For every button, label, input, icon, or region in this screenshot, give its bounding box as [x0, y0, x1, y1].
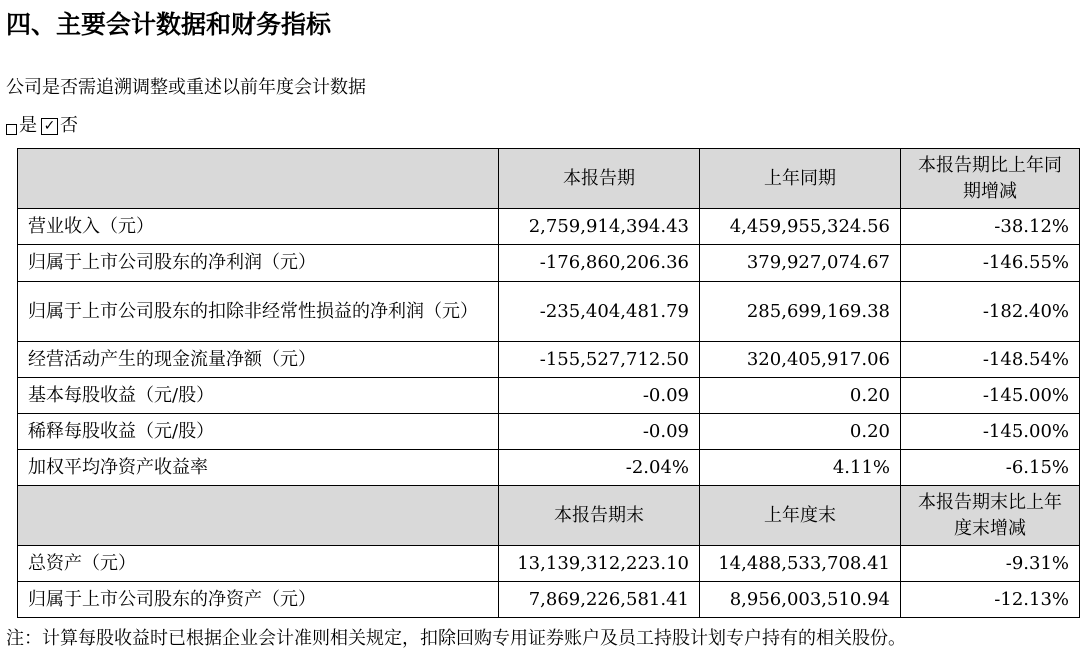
- column-header: 本报告期末比上年度末增减: [901, 486, 1080, 546]
- cell-value: 8,956,003,510.94: [700, 582, 901, 618]
- cell-value: -176,860,206.36: [499, 245, 700, 282]
- restatement-question: 公司是否需追溯调整或重述以前年度会计数据: [6, 77, 366, 98]
- column-header: 本报告期: [499, 149, 700, 209]
- table-row: [18, 582, 1080, 618]
- header-blank-cell: [18, 486, 499, 546]
- unchecked-box-icon: [6, 124, 17, 135]
- column-header: 上年同期: [700, 149, 901, 209]
- cell-value: -145.00%: [901, 414, 1080, 450]
- row-label: 归属于上市公司股东的扣除非经常性损益的净利润（元）: [18, 282, 499, 342]
- row-label: 总资产（元）: [18, 546, 499, 582]
- row-label: 归属于上市公司股东的净利润（元）: [18, 245, 499, 282]
- row-label: 稀释每股收益（元/股）: [18, 414, 499, 450]
- cell-value: 4,459,955,324.56: [700, 209, 901, 245]
- cell-value: -145.00%: [901, 378, 1080, 414]
- cell-value: 4.11%: [700, 450, 901, 486]
- row-label: 营业收入（元）: [18, 209, 499, 245]
- header-blank-cell: [18, 149, 499, 209]
- cell-value: 320,405,917.06: [700, 342, 901, 378]
- cell-value: -6.15%: [901, 450, 1080, 486]
- cell-value: -0.09: [499, 414, 700, 450]
- cell-value: -12.13%: [901, 582, 1080, 618]
- cell-value: -182.40%: [901, 282, 1080, 342]
- cell-value: -235,404,481.79: [499, 282, 700, 342]
- cell-value: 0.20: [700, 378, 901, 414]
- financial-indicators-table: [17, 148, 1080, 618]
- table-row: [18, 546, 1080, 582]
- cell-value: -0.09: [499, 378, 700, 414]
- column-header: 本报告期末: [499, 486, 700, 546]
- restatement-answer: [6, 114, 78, 138]
- row-label: 经营活动产生的现金流量净额（元）: [18, 342, 499, 378]
- section-title: 四、主要会计数据和财务指标: [6, 10, 332, 39]
- cell-value: -148.54%: [901, 342, 1080, 378]
- yes-option-label: 是: [19, 115, 37, 136]
- table-row: [18, 450, 1080, 486]
- table-row: [18, 245, 1080, 282]
- column-header: 本报告期比上年同期增减: [901, 149, 1080, 209]
- cell-value: 0.20: [700, 414, 901, 450]
- table-row: [18, 414, 1080, 450]
- table-header-row: [18, 486, 1080, 546]
- cell-value: -2.04%: [499, 450, 700, 486]
- table-row: [18, 378, 1080, 414]
- table-header-row: [18, 149, 1080, 209]
- cell-value: 285,699,169.38: [700, 282, 901, 342]
- row-label: 加权平均净资产收益率: [18, 450, 499, 486]
- cell-value: 13,139,312,223.10: [499, 546, 700, 582]
- column-header: 上年度末: [700, 486, 901, 546]
- footnote: 注：计算每股收益时已根据企业会计准则相关规定，扣除回购专用证券账户及员工持股计划专户持有的相关股份。: [6, 628, 906, 649]
- no-option-label: 否: [60, 115, 78, 136]
- checked-box-icon: ✓: [41, 118, 58, 135]
- table-row: [18, 342, 1080, 378]
- cell-value: 7,869,226,581.41: [499, 582, 700, 618]
- row-label: 基本每股收益（元/股）: [18, 378, 499, 414]
- row-label: 归属于上市公司股东的净资产（元）: [18, 582, 499, 618]
- cell-value: -146.55%: [901, 245, 1080, 282]
- cell-value: 14,488,533,708.41: [700, 546, 901, 582]
- cell-value: -9.31%: [901, 546, 1080, 582]
- cell-value: 2,759,914,394.43: [499, 209, 700, 245]
- cell-value: -38.12%: [901, 209, 1080, 245]
- table-row: [18, 209, 1080, 245]
- table-row: [18, 282, 1080, 342]
- cell-value: 379,927,074.67: [700, 245, 901, 282]
- cell-value: -155,527,712.50: [499, 342, 700, 378]
